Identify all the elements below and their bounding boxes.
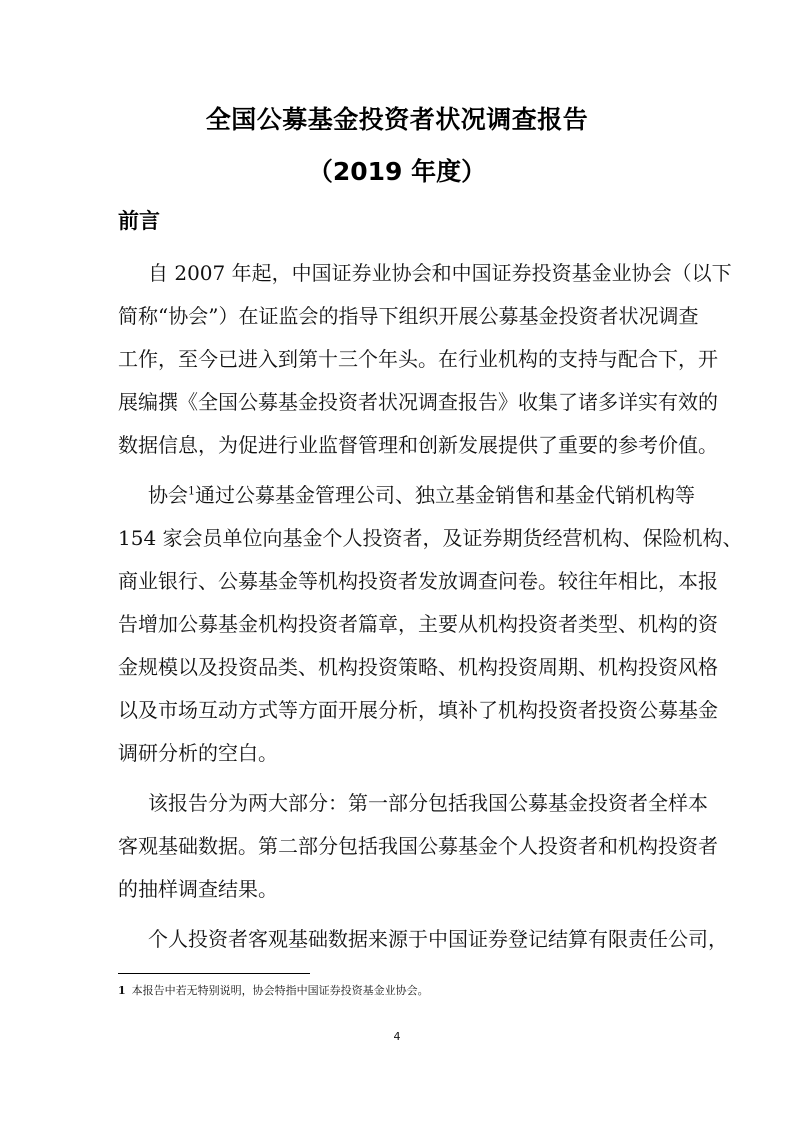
paragraph-1-line-4: 展编撰《全国公募基金投资者状况调查报告》收集了诸多详实有效的 bbox=[118, 390, 718, 414]
paragraph-2-line-5: 金规模以及投资品类、机构投资策略、机构投资周期、机构投资风格 bbox=[118, 655, 718, 679]
paragraph-1-line-3: 工作，至今已进入到第十三个年头。在行业机构的支持与配合下，开 bbox=[118, 347, 718, 371]
paragraph-3-line-1: 该报告分为两大部分：第一部分包括我国公募基金投资者全样本 bbox=[148, 791, 708, 815]
page-number: 4 bbox=[393, 1030, 401, 1043]
section-heading: 前言 bbox=[118, 209, 160, 233]
report-subtitle: （2019 年度） bbox=[307, 157, 487, 186]
paragraph-1-line-5: 数据信息，为促进行业监督管理和创新发展提供了重要的参考价值。 bbox=[118, 433, 718, 457]
paragraph-3-line-2: 客观基础数据。第二部分包括我国公募基金个人投资者和机构投资者 bbox=[118, 834, 718, 858]
paragraph-2-line-6: 以及市场互动方式等方面开展分析，填补了机构投资者投资公募基金 bbox=[118, 698, 718, 722]
paragraph-2-line-4: 告增加公募基金机构投资者篇章，主要从机构投资者类型、机构的资 bbox=[118, 612, 718, 636]
paragraph-2-line-2: 154 家会员单位向基金个人投资者，及证券期货经营机构、保险机构、 bbox=[118, 526, 743, 550]
paragraph-2-line-3: 商业银行、公募基金等机构投资者发放调查问卷。较往年相比，本报 bbox=[118, 569, 718, 593]
paragraph-2-prefix: 协会 bbox=[148, 483, 188, 507]
report-title: 全国公募基金投资者状况调查报告 bbox=[205, 105, 589, 134]
footnote-marker: 1 bbox=[188, 484, 195, 498]
paragraph-3-line-3: 的抽样调查结果。 bbox=[118, 877, 278, 901]
paragraph-1-line-2: 简称“协会”）在证监会的指导下组织开展公募基金投资者状况调查 bbox=[118, 304, 699, 328]
footnote-text: 本报告中若无特别说明，协会特指中国证券投资基金业协会。 bbox=[131, 984, 429, 997]
paragraph-2-suffix: 通过公募基金管理公司、独立基金销售和基金代销机构等 bbox=[195, 483, 695, 507]
footnote-number: 1 bbox=[118, 984, 126, 997]
paragraph-2-line-7: 调研分析的空白。 bbox=[118, 741, 278, 765]
footnote bbox=[118, 982, 429, 998]
footnote-divider bbox=[118, 973, 310, 974]
paragraph-1-line-1: 自 2007 年起，中国证券业协会和中国证券投资基金业协会（以下 bbox=[148, 261, 732, 285]
paragraph-4-line-1: 个人投资者客观基础数据来源于中国证券登记结算有限责任公司， bbox=[148, 927, 728, 951]
paragraph-2-line-1 bbox=[148, 483, 695, 507]
